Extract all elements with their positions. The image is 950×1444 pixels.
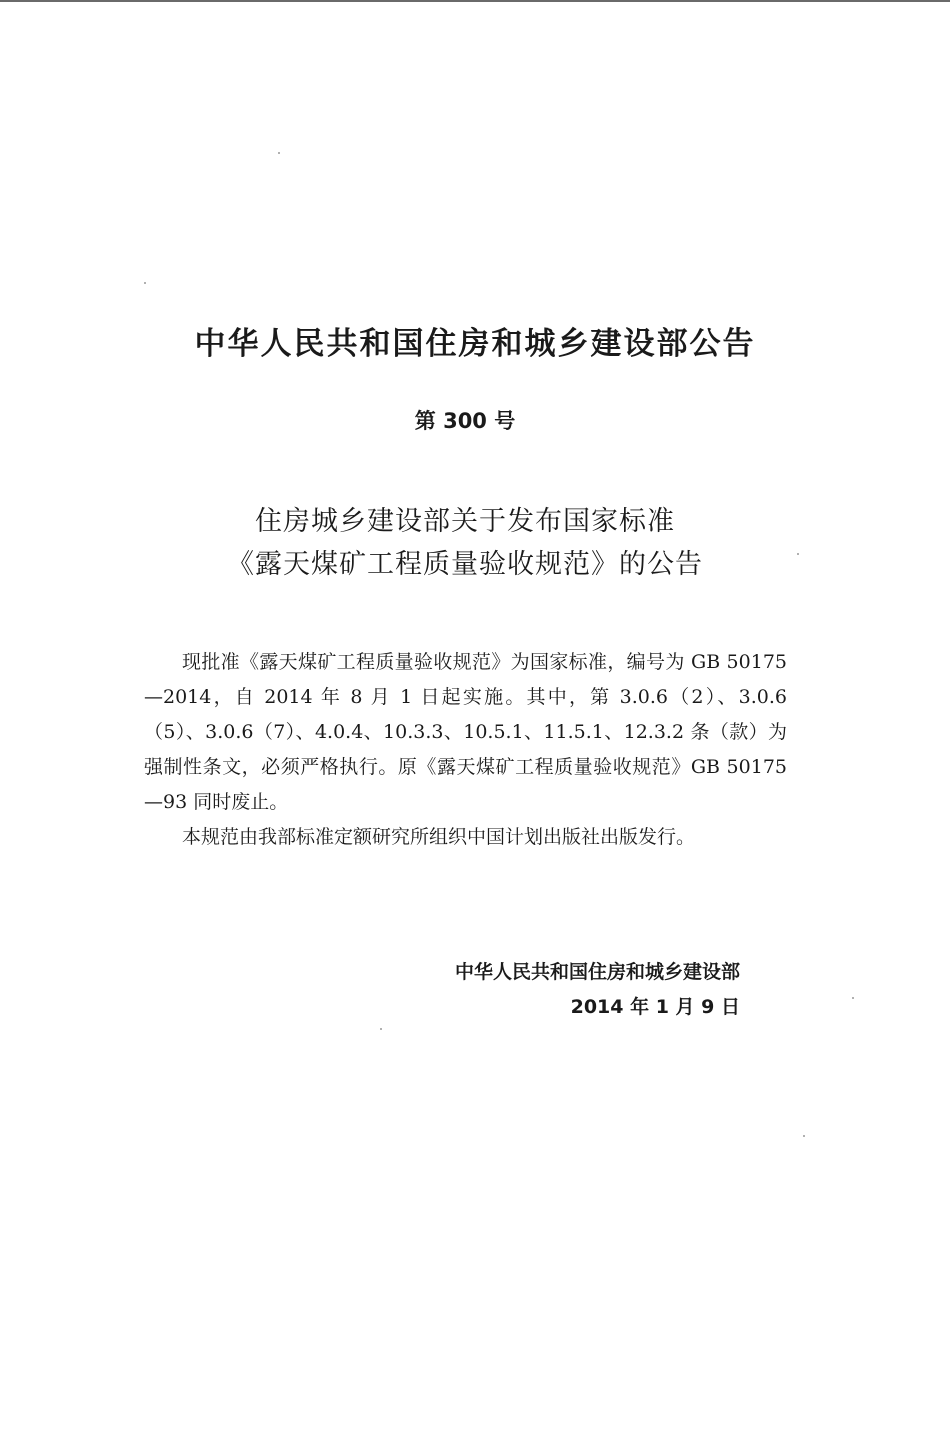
scan-speck bbox=[803, 1135, 805, 1137]
scan-speck bbox=[380, 1028, 382, 1030]
signature-block bbox=[330, 955, 740, 1025]
scan-speck bbox=[278, 152, 280, 154]
body-paragraph-2: 本规范由我部标准定额研究所组织中国计划出版社出版发行。 bbox=[182, 826, 696, 848]
issuing-authority: 中华人民共和国住房和城乡建设部 bbox=[454, 961, 740, 983]
announcement-body bbox=[144, 645, 787, 855]
scan-speck bbox=[852, 997, 854, 999]
page-top-border bbox=[0, 0, 950, 2]
announcement-number: 第 300 号 bbox=[414, 409, 516, 433]
body-paragraph-1: 现批准《露天煤矿工程质量验收规范》为国家标准，编号为 GB 50175—2014，自 2014 年 8 月 1 日起实施。其中，第 3.0.6（2）、3.0.6（5）、3.0.6（7）、4.0.4、10.3.3、10.5.1、11.5.1、12.3.2 条（款）为强制性条文，必须严格执行。原《露天煤矿工程质量验收规范》GB 50175—93 同时废止。 bbox=[144, 651, 787, 813]
subtitle-line-2: 《露天煤矿工程质量验收规范》的公告 bbox=[227, 549, 703, 580]
announcement-title: 中华人民共和国住房和城乡建设部公告 bbox=[194, 326, 756, 362]
issue-date: 2014 年 1 月 9 日 bbox=[570, 996, 740, 1018]
scan-speck bbox=[797, 553, 799, 555]
subtitle-line-1: 住房城乡建设部关于发布国家标准 bbox=[255, 506, 675, 537]
scan-speck bbox=[144, 282, 146, 284]
announcement-subtitle bbox=[0, 500, 930, 586]
